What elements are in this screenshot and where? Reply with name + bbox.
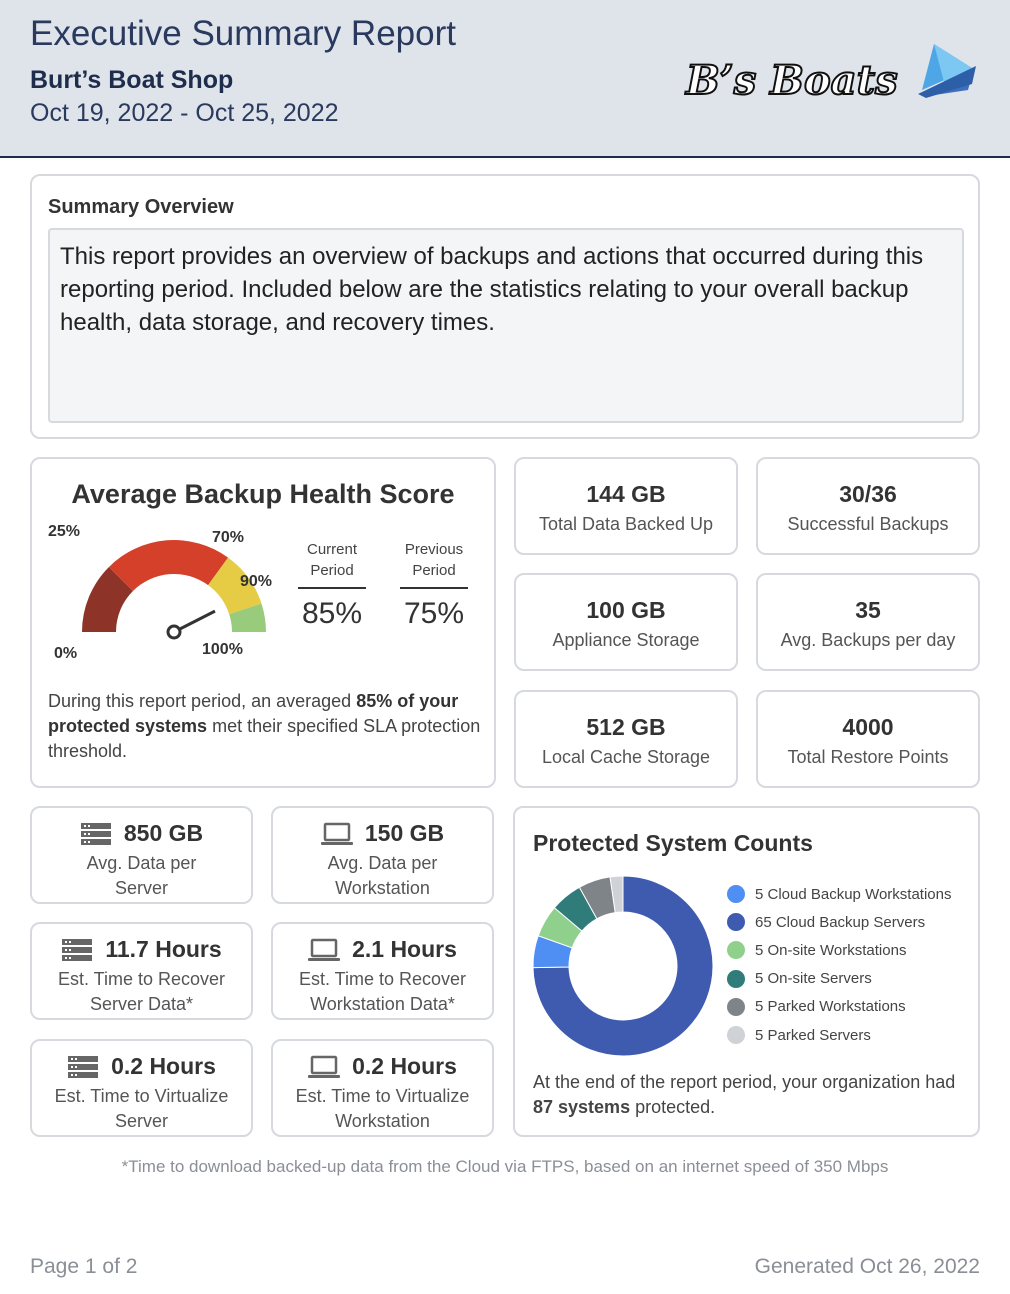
legend-swatch: [727, 1026, 745, 1044]
card-label-2: Workstation: [335, 1111, 430, 1131]
report-title: Executive Summary Report: [30, 14, 456, 53]
current-period-divider: [298, 587, 366, 589]
gauge-hub: [168, 626, 180, 638]
gauge-tick-100: 100%: [202, 641, 243, 658]
stat-value: 512 GB: [586, 714, 666, 740]
health-desc-part-2: met their specified SLA protection threshold.: [48, 716, 481, 761]
logo-text: B’s Boats: [686, 57, 898, 104]
legend-item: [727, 936, 952, 964]
card-value: 11.7 Hours: [105, 936, 222, 962]
stat-label: Total Restore Points: [787, 747, 949, 767]
protected-desc-bold: 87 systems: [533, 1097, 631, 1117]
legend-swatch: [727, 970, 745, 988]
legend-label: 5 On-site Servers: [755, 970, 872, 988]
card-label-2: Workstation Data*: [310, 994, 455, 1014]
health-score-card: [30, 457, 496, 788]
stat-total-data: [514, 457, 738, 555]
card-label-1: Est. Time to Recover: [57, 969, 226, 989]
gauge-tick-0: 0%: [54, 645, 78, 662]
previous-period-divider: [400, 587, 468, 589]
legend-item: [727, 965, 952, 993]
laptop-icon: [321, 822, 353, 846]
card-workstation-data: [271, 806, 494, 904]
card-label-1: Est. Time to Virtualize: [295, 1086, 470, 1106]
stat-label: Appliance Storage: [552, 630, 700, 650]
legend-label: 65 Cloud Backup Servers: [755, 913, 926, 931]
protected-system-counts-card: [513, 806, 980, 1137]
card-workstation-virtualize: [271, 1039, 494, 1137]
legend-swatch: [727, 913, 745, 931]
legend-swatch: [727, 885, 745, 903]
server-icon: [61, 938, 93, 962]
stat-value: 100 GB: [586, 597, 666, 623]
gauge-tick-70: 70%: [212, 529, 245, 546]
legend-swatch: [727, 998, 745, 1016]
card-label-2: Server Data*: [89, 994, 194, 1014]
legend-item: [727, 908, 952, 936]
summary-label: Summary Overview: [48, 196, 234, 218]
stat-restore-points: [756, 690, 980, 788]
stat-value: 35: [855, 597, 881, 623]
stat-value: 4000: [842, 714, 894, 740]
laptop-icon: [308, 938, 340, 962]
server-icon: [67, 1055, 99, 1079]
card-label-2: Server: [114, 878, 168, 898]
stat-label: Successful Backups: [787, 514, 949, 534]
previous-period-label-1: Previous: [404, 541, 464, 558]
legend-item: [727, 880, 952, 908]
company-logo: [682, 38, 982, 108]
current-period-label-1: Current: [306, 541, 358, 558]
laptop-icon: [308, 1055, 340, 1079]
report-header: [0, 0, 1010, 158]
gauge-tick-25: 25%: [48, 523, 81, 540]
gauge-tick-90: 90%: [240, 573, 273, 590]
protected-desc-part-1: At the end of the report period, your organization had: [533, 1072, 956, 1092]
stat-label: Avg. Backups per day: [780, 630, 956, 650]
generated-date: Generated Oct 26, 2022: [754, 1255, 980, 1278]
stat-successful-backups: [756, 457, 980, 555]
previous-period: [400, 539, 468, 630]
card-workstation-recover: [271, 922, 494, 1020]
card-value: 150 GB: [364, 820, 445, 846]
card-label-1: Est. Time to Virtualize: [54, 1086, 229, 1106]
card-label-2: Server: [114, 1111, 168, 1131]
legend-label: 5 Parked Servers: [755, 1026, 871, 1044]
card-value: 850 GB: [123, 820, 204, 846]
health-gauge: [46, 523, 306, 665]
footnote: *Time to download backed-up data from the Cloud via FTPS, based on an internet speed of 350 Mbps: [121, 1157, 889, 1176]
card-label-1: Avg. Data per: [327, 853, 438, 873]
server-icon: [80, 822, 112, 846]
stat-avg-backups: [756, 573, 980, 671]
health-desc-part-1: During this report period, an averaged: [48, 691, 357, 711]
stat-appliance-storage: [514, 573, 738, 671]
summary-text-box: This report provides an overview of backups and actions that occurred during this reporting period. Included below are the statistics relating to your overall backup health, data storage, and recovery times.: [48, 228, 964, 423]
card-value: 0.2 Hours: [111, 1053, 216, 1079]
previous-period-label-2: Period: [412, 562, 456, 579]
page-number: Page 1 of 2: [30, 1255, 138, 1278]
legend-item: [727, 993, 952, 1021]
health-description: [48, 689, 488, 764]
current-period-value: 85%: [301, 597, 363, 630]
legend-item: [727, 1021, 952, 1049]
card-label-1: Avg. Data per: [86, 853, 197, 873]
legend-swatch: [727, 941, 745, 959]
stat-local-cache: [514, 690, 738, 788]
card-value: 2.1 Hours: [352, 936, 457, 962]
legend-label: 5 Cloud Backup Workstations: [755, 885, 952, 903]
stat-label: Total Data Backed Up: [538, 514, 714, 534]
protected-legend: [727, 880, 952, 1049]
stat-value: 144 GB: [586, 481, 666, 507]
current-period-label-2: Period: [310, 562, 354, 579]
company-name: Burt’s Boat Shop: [30, 66, 234, 94]
protected-desc-part-2: protected.: [630, 1097, 716, 1117]
card-label-1: Est. Time to Recover: [298, 969, 467, 989]
health-score-title: Average Backup Health Score: [71, 479, 455, 509]
card-value: 0.2 Hours: [352, 1053, 457, 1079]
date-range: Oct 19, 2022 - Oct 25, 2022: [30, 99, 339, 127]
legend-label: 5 Parked Workstations: [755, 998, 906, 1016]
gauge-graphic: [46, 535, 306, 665]
previous-period-value: 75%: [403, 597, 465, 630]
current-period: [298, 539, 366, 630]
stat-label: Local Cache Storage: [541, 747, 711, 767]
legend-label: 5 On-site Workstations: [755, 941, 907, 959]
protected-donut-chart: [531, 874, 715, 1058]
card-label-2: Workstation: [335, 878, 430, 898]
card-server-recover: [30, 922, 253, 1020]
stat-value: 30/36: [839, 481, 897, 507]
summary-overview-card: [30, 174, 980, 439]
health-desc-bold: 85% of your protected systems: [48, 691, 459, 736]
card-server-data: [30, 806, 253, 904]
protected-title: Protected System Counts: [533, 830, 813, 856]
protected-description: [533, 1070, 963, 1120]
card-server-virtualize: [30, 1039, 253, 1137]
